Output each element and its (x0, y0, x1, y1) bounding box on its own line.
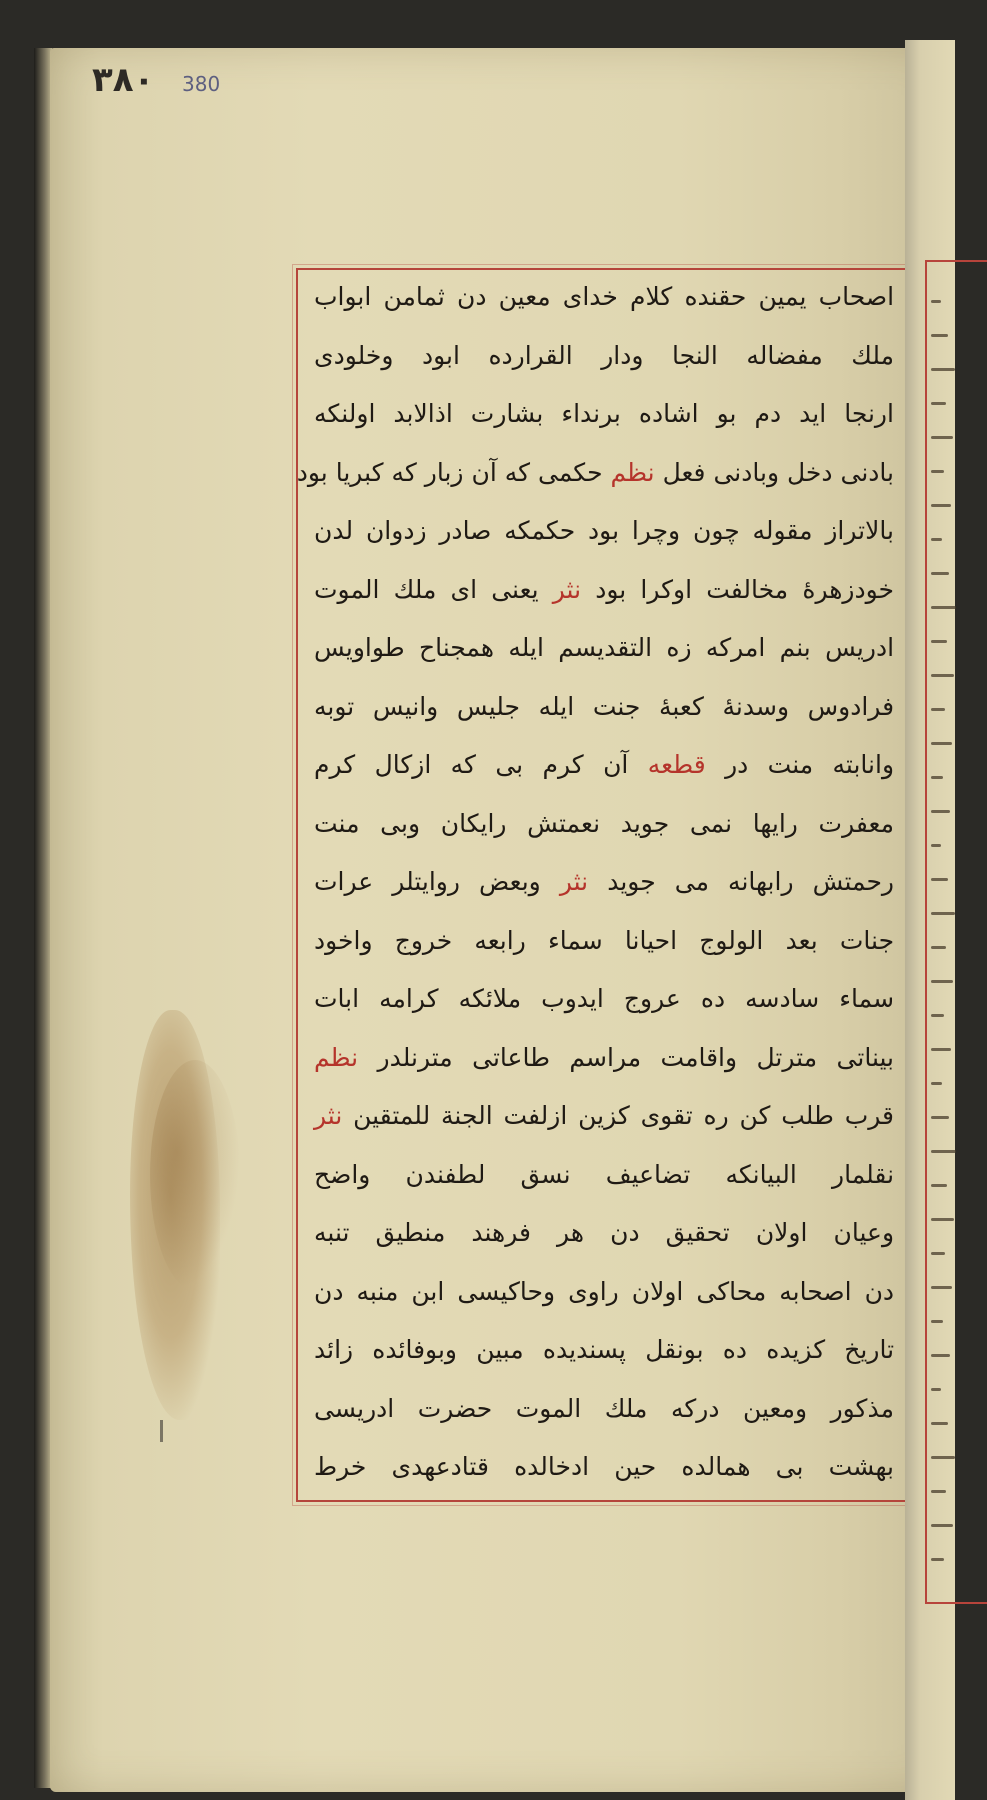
facing-page-text-stroke (931, 946, 946, 949)
text-line: نقلمار البيانكه تضاعيف نسق لطفندن واضح (314, 1159, 895, 1189)
folio-number-latin: 380 (182, 72, 221, 96)
facing-page-text-stroke (931, 810, 950, 813)
facing-page-text-stroke (931, 742, 952, 745)
text-line: بالاتراز مقوله چون وچرا بود حكمكه صادر زدوان لدن (314, 516, 894, 545)
text-line: وعيان اولان تحقيق دن هر فرهند منطيق تنبه (314, 1218, 895, 1247)
facing-page-text-stroke (931, 436, 953, 439)
facing-page-text-stroke (931, 1320, 943, 1323)
facing-page-text-stroke (931, 300, 941, 303)
text-line: ملك مفضاله النجا ودار القرارده ابود وخلودى (314, 340, 895, 370)
pencil-mark (160, 1420, 163, 1442)
facing-page-text-stroke (931, 538, 942, 541)
facing-page-text-stroke (931, 1184, 947, 1187)
facing-page-text-stroke (931, 470, 944, 473)
facing-page-text-stroke (931, 1456, 955, 1459)
facing-page-text-stroke (931, 1252, 945, 1255)
facing-page-text-stroke (931, 1388, 941, 1391)
text-line: مذكور ومعين دركه ملك الموت حضرت ادريسى (314, 1393, 894, 1423)
facing-page-text-stroke (931, 1354, 950, 1357)
facing-page-text-stroke (931, 504, 951, 507)
facing-page-text-stroke (931, 1558, 944, 1561)
text-line: ادريس بنم امركه زه التقديسم ايله همجناح طواويس (314, 633, 895, 662)
text-line: جنات بعد الولوج احيانا سماء رابعه خروج واخود (314, 925, 895, 955)
facing-page-text-stroke (931, 1116, 949, 1119)
facing-page-text-stroke (931, 1048, 951, 1051)
facing-page-text-stroke (931, 878, 948, 881)
facing-page-text-stroke (931, 1524, 953, 1527)
text-line: رحمتش رابهانه مى جويد نثر وبعض روايتلر عرات (314, 867, 895, 896)
manuscript-text-block (296, 276, 904, 1492)
facing-page-text-stroke (931, 1286, 952, 1289)
facing-page-text-stroke (931, 1422, 948, 1425)
facing-page-text-stroke (931, 402, 946, 405)
text-line: اصحاب يمين حقنده كلام خداى معين دن ثمامن ابواب (314, 282, 895, 311)
facing-page-text-stroke (931, 674, 954, 677)
text-line: بادنى دخل وبادنى فعل نظم حكمى كه آن زبار كه كبريا بود (296, 457, 894, 487)
facing-page-edge (905, 40, 955, 1800)
text-line: تاريخ كزيده ده بونقل پسنديده مبين وبوفائده زائد (314, 1335, 895, 1364)
facing-page-text-stroke (931, 1218, 954, 1221)
facing-page-text-stroke (931, 640, 947, 643)
facing-page-text-stroke (931, 980, 953, 983)
facing-page-frame (925, 260, 987, 1604)
facing-page-text-stroke (931, 334, 948, 337)
text-line: دن اصحابه محاكى اولان راوى وحاكيسى ابن منبه دن (314, 1276, 895, 1306)
facing-page-text-stroke (931, 844, 941, 847)
facing-page-text-stroke (931, 1082, 942, 1085)
facing-page-text-stroke (931, 708, 945, 711)
facing-page-text-stroke (931, 572, 949, 575)
text-line: بهشت بى همالده حين ادخالده قتادعهدى خرط (314, 1452, 894, 1481)
text-line: بيناتى مترتل واقامت مراسم طاعاتى مترنلدر نظم (314, 1042, 895, 1072)
text-line: خودزهرۀ مخالفت اوكرا بود نثر يعنى اى ملك الموت (314, 574, 894, 604)
facing-page-text-stroke (931, 1150, 956, 1153)
facing-page-text-stroke (931, 1490, 946, 1493)
text-line: معفرت رايها نمى جويد نعمتش رايكان وبى منت (314, 808, 894, 838)
text-line: ارنجا ايد دم بو اشاده برنداء بشارت اذالابد اولنكه (314, 399, 894, 428)
facing-page-text-stroke (931, 606, 956, 609)
folio-number-arabic: ٣٨٠ (92, 60, 155, 100)
text-line: وانابته منت در قطعه آن كرم بى كه ازكال كرم (314, 750, 895, 779)
facing-page-text-stroke (931, 1014, 944, 1017)
facing-page-text-stroke (931, 368, 955, 371)
water-stain-inner (150, 1060, 240, 1290)
facing-page-text-stroke (931, 776, 943, 779)
text-line: فرادوس وسدنۀ كعبۀ جنت ايله جليس وانيس توبه (314, 691, 895, 721)
text-line: سماء سادسه ده عروج ايدوب ملائكه كرامه ابات (314, 984, 895, 1013)
facing-page-text-stroke (931, 912, 955, 915)
text-line: قرب طلب كن ره تقوى كزين ازلفت الجنة للمتقين نثر (314, 1101, 894, 1130)
